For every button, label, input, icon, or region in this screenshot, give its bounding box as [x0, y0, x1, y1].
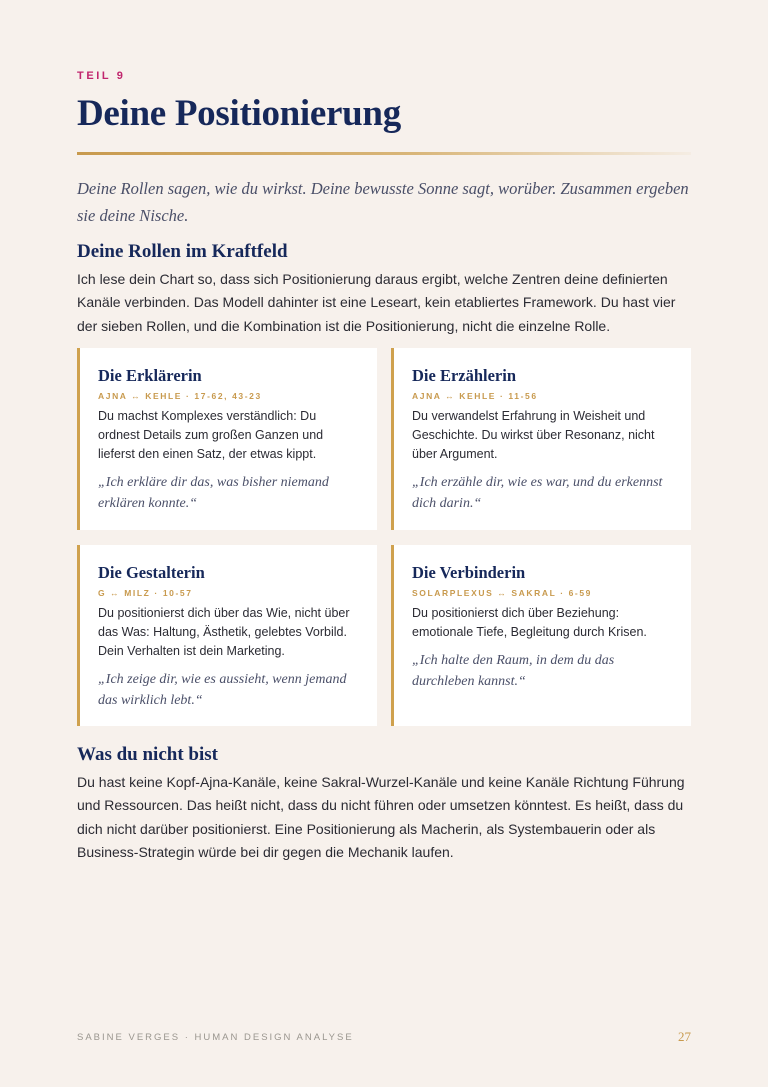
card-meta: G ↔ MILZ · 10-57 [98, 588, 193, 598]
roles-text: Ich lese dein Chart so, dass sich Positionierung daraus ergibt, welche Zentren deine definierten Kanäle verbinden. Das Modell dahinter ist eine Leseart, kein etabliertes Framework. Du hast vier der sieben Rollen, und die Kombination ist die Positionierung, nicht die einzelne Rolle. [77, 271, 676, 334]
card-quote: „Ich erzähle dir, wie es war, und du erkennst dich darin.“ [412, 475, 663, 511]
roles-heading: Deine Rollen im Kraftfeld [77, 241, 288, 262]
card-text: Du positionierst dich über das Wie, nicht über das Was: Haltung, Ästhetik, gelebtes Vorbild. Dein Verhalten ist dein Marketing. [98, 606, 350, 658]
card-title: Die Erzählerin [412, 366, 517, 385]
section-eyebrow: TEIL 9 [77, 70, 126, 82]
card-quote: „Ich zeige dir, wie es aussieht, wenn jemand das wirklich lebt.“ [98, 672, 347, 708]
card-title: Die Gestalterin [98, 563, 205, 582]
card-text: Du machst Komplexes verständlich: Du ordnest Details zum großen Ganzen und lieferst den einen Satz, der etwas kippt. [98, 409, 324, 461]
role-card-verbinderin [391, 545, 691, 726]
card-meta: SOLARPLEXUS ↔ SAKRAL · 6-59 [412, 588, 593, 598]
footer-author: SABINE VERGES · HUMAN DESIGN ANALYSE [77, 1032, 354, 1043]
card-title: Die Erklärerin [98, 366, 202, 385]
lead-text: Deine Rollen sagen, wie du wirkst. Deine bewusste Sonne sagt, worüber. Zusammen ergeben sie deine Nische. [77, 179, 689, 225]
card-text: Du positionierst dich über Beziehung: emotionale Tiefe, Begleitung durch Krisen. [412, 606, 647, 639]
card-text: Du verwandelst Erfahrung in Weisheit und Geschichte. Du wirkst über Resonanz, nicht über Argument. [412, 409, 655, 461]
card-title: Die Verbinderin [412, 563, 526, 582]
role-card-erzaehlerin [391, 348, 691, 530]
card-quote: „Ich erkläre dir das, was bisher niemand erklären konnte.“ [98, 475, 329, 511]
card-quote: „Ich halte den Raum, in dem du das durchleben kannst.“ [412, 653, 615, 689]
page-title: Deine Positionierung [77, 93, 401, 134]
card-meta: AJNA ↔ KEHLE · 11-56 [412, 391, 538, 401]
role-card-erklaererin [77, 348, 377, 530]
not-text: Du hast keine Kopf-Ajna-Kanäle, keine Sakral-Wurzel-Kanäle und keine Kanäle Richtung Führung und Ressourcen. Das heißt nicht, dass du nicht führen oder umsetzen könntest. Es heißt, dass du dich nicht darüber positionierst. Eine Positionierung als Macherin, als Systembauerin oder als Business-Strategin würde bei dir gegen die Mechanik laufen. [77, 774, 685, 860]
page-number: 27 [678, 1029, 691, 1044]
role-card-gestalterin [77, 545, 377, 726]
title-divider [77, 152, 691, 155]
not-heading: Was du nicht bist [77, 744, 218, 765]
card-meta: AJNA ↔ KEHLE · 17-62, 43-23 [98, 391, 262, 401]
